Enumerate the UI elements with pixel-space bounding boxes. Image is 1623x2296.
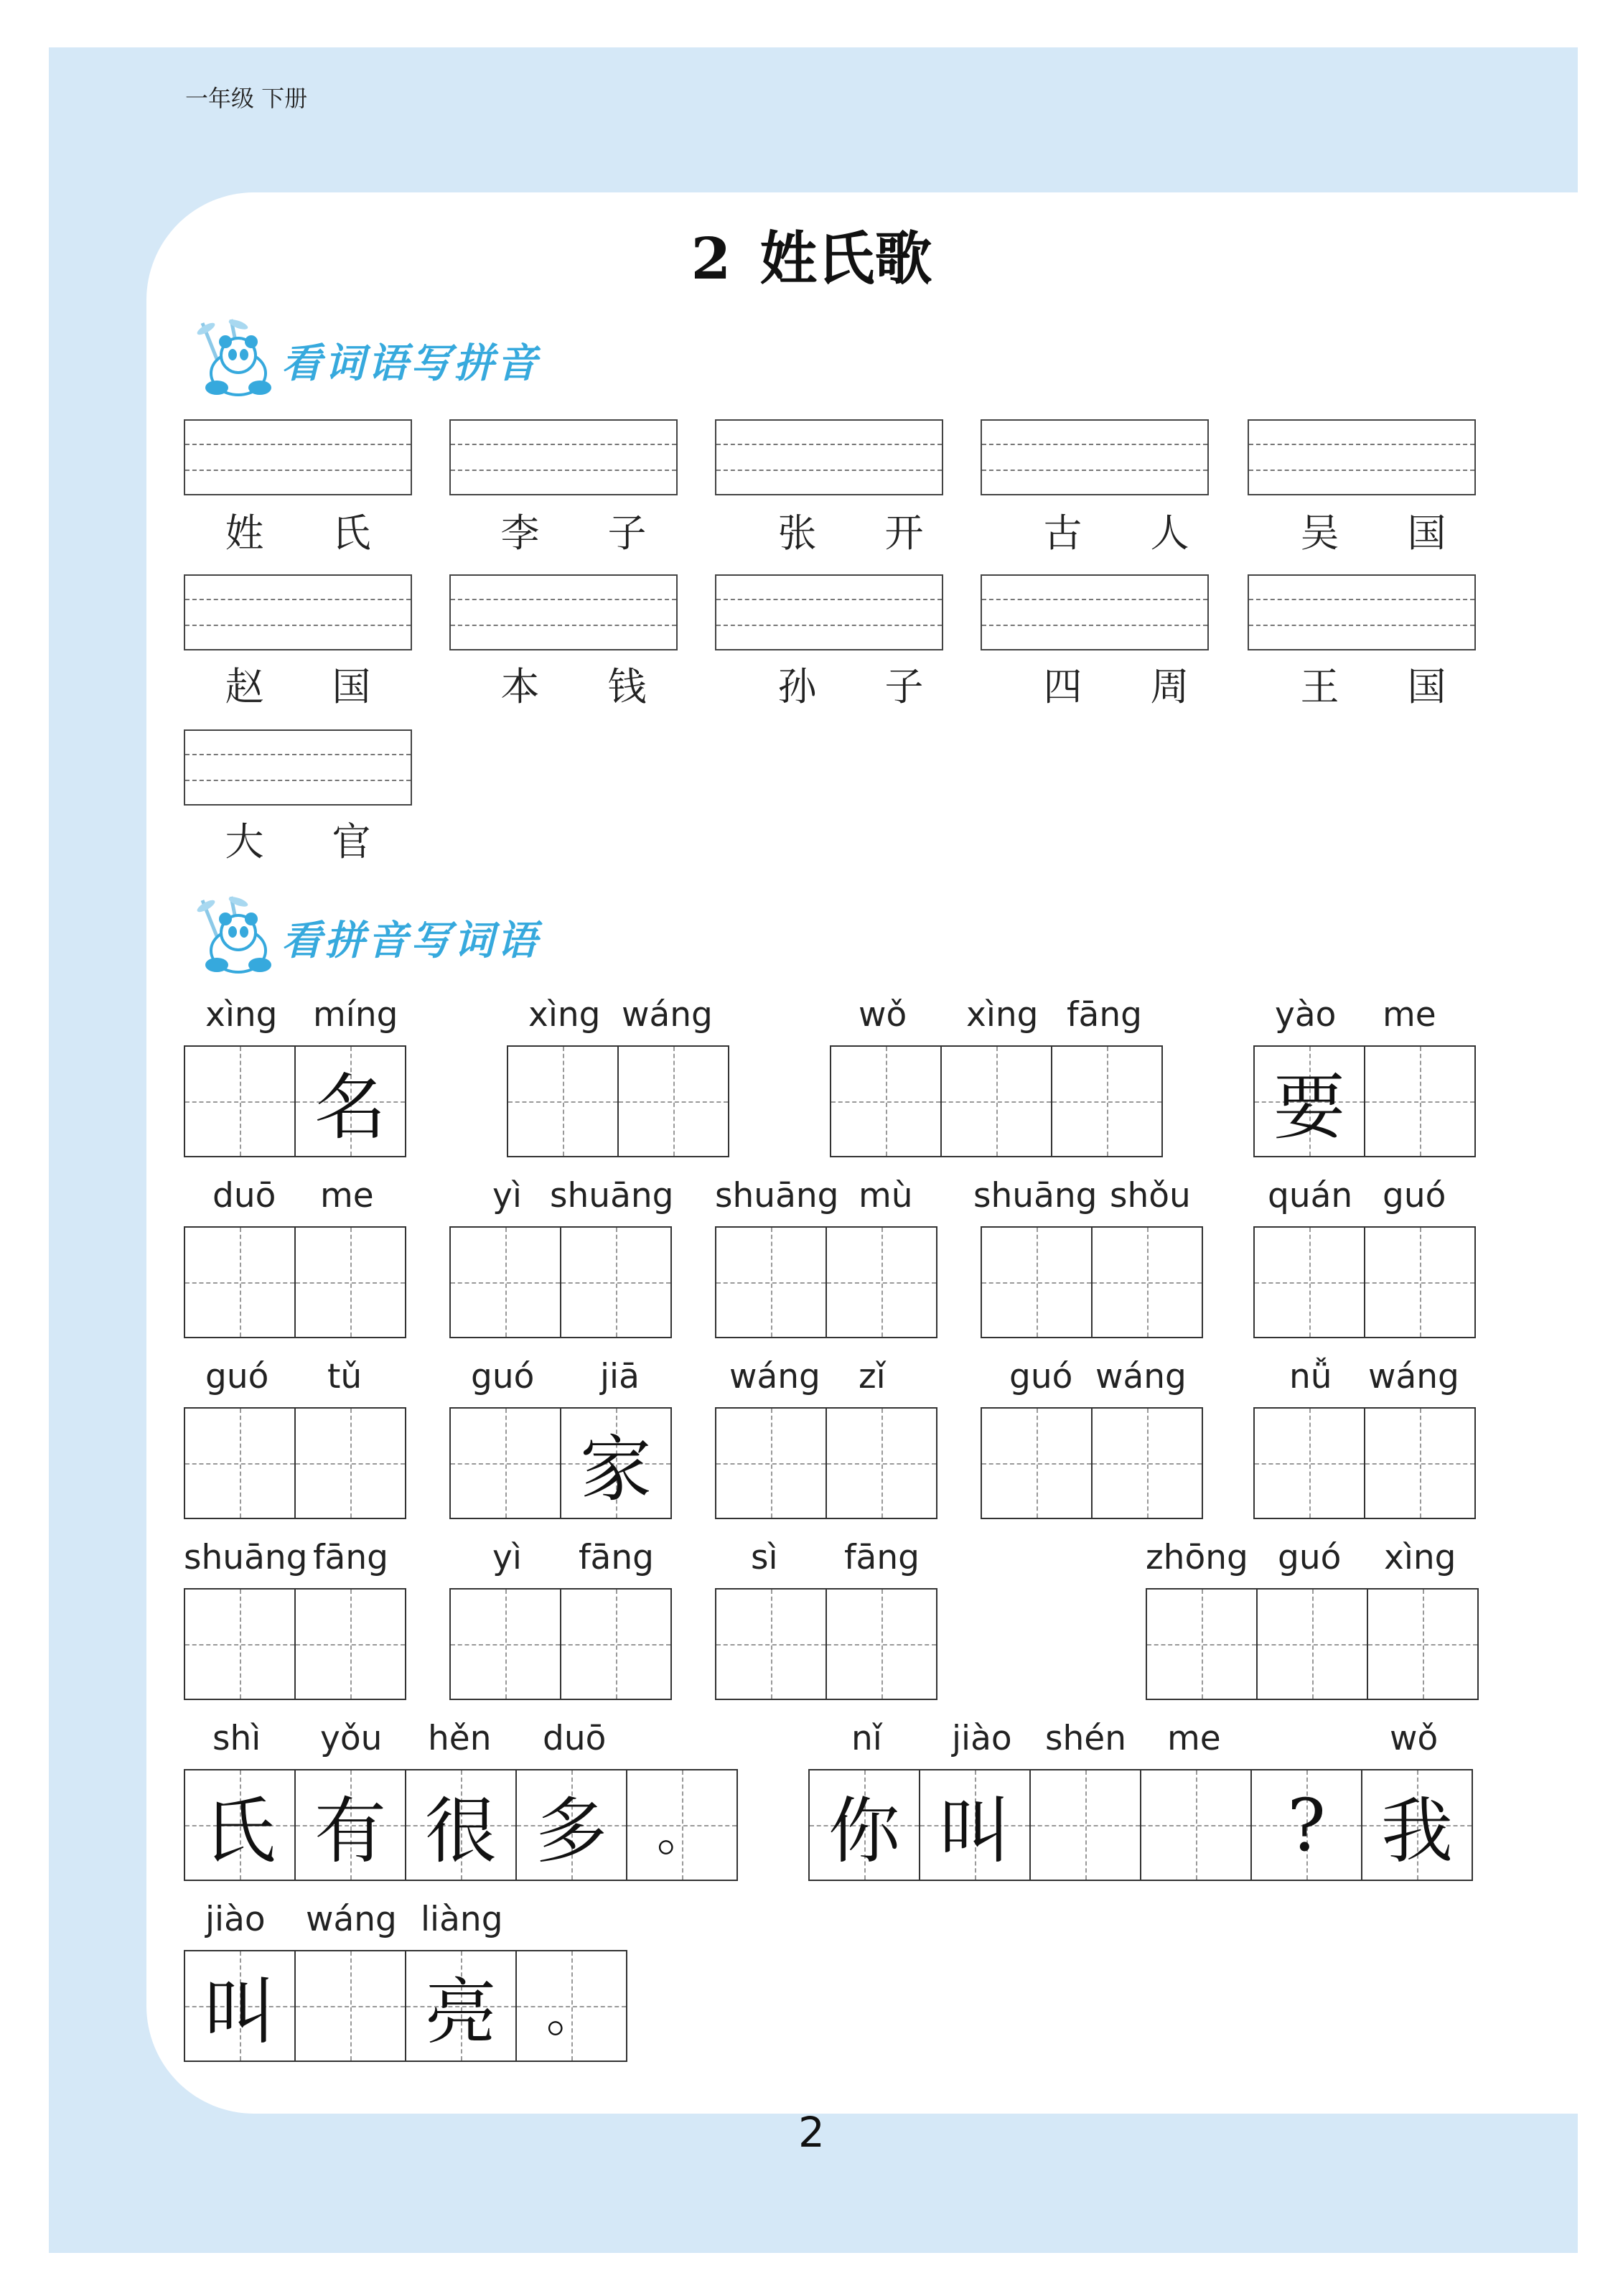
section-header-pinyin-write-words (188, 893, 691, 986)
pinyin-syllable: jiào (205, 1900, 266, 1939)
word-characters: 王 国 (1300, 664, 1446, 709)
tian-zi-cell[interactable] (940, 1045, 1052, 1157)
section-header-read-write-pinyin (188, 316, 691, 409)
word-characters: 张 开 (777, 510, 924, 556)
pinyin-syllable: yǒu (320, 1719, 383, 1758)
given-character: 叫 (939, 1789, 1011, 1873)
tian-zi-cell[interactable] (1253, 1045, 1365, 1157)
pinyin-writing-box[interactable] (449, 419, 678, 495)
character-grid (449, 1588, 672, 1700)
tian-zi-cell[interactable] (808, 1769, 920, 1881)
tian-zi-cell[interactable] (294, 1226, 406, 1338)
word-writing-group (184, 1538, 406, 1700)
tian-zi-cell[interactable] (1256, 1588, 1368, 1700)
word-writing-group (973, 1176, 1203, 1338)
given-character: 亮 (425, 1970, 497, 2054)
pinyin-syllable: guó (205, 1357, 269, 1396)
given-character: 叫 (204, 1970, 276, 2054)
pinyin-writing-box[interactable] (1248, 574, 1476, 650)
word-characters: 大 官 (225, 819, 371, 864)
tian-zi-cell[interactable] (405, 1950, 517, 2062)
tian-zi-cell[interactable] (184, 1950, 296, 2062)
pinyin-syllable: xìng (205, 995, 278, 1035)
pinyin-syllable: guó (1278, 1538, 1342, 1577)
word-writing-group (715, 1357, 937, 1519)
tian-zi-cell[interactable] (294, 1407, 406, 1519)
pinyin-syllable: xìng (966, 995, 1039, 1035)
pinyin-syllable: guó (1383, 1176, 1446, 1215)
tian-zi-cell[interactable] (1029, 1769, 1141, 1881)
pinyin-syllable: quán (1268, 1176, 1353, 1215)
tian-zi-cell[interactable] (919, 1769, 1031, 1881)
pinyin-writing-box[interactable] (715, 574, 943, 650)
pinyin-syllable: shuāng (550, 1176, 674, 1215)
word-writing-group (1253, 995, 1476, 1157)
tian-zi-cell[interactable] (184, 1226, 296, 1338)
pinyin-syllable: me (320, 1176, 374, 1215)
pinyin-syllable: guó (1009, 1357, 1073, 1396)
tian-zi-cell[interactable] (1140, 1769, 1252, 1881)
character-grid (830, 1045, 1163, 1157)
tian-zi-cell[interactable] (560, 1588, 672, 1700)
character-grid (184, 1769, 738, 1881)
tian-zi-cell[interactable] (294, 1950, 406, 2062)
tian-zi-cell[interactable] (560, 1407, 672, 1519)
tian-zi-cell[interactable] (1091, 1407, 1203, 1519)
section-title: 看词语写拼音 (281, 340, 540, 387)
word-writing-group (808, 1719, 1473, 1881)
word-writing-group (507, 995, 729, 1157)
word-characters: 古 人 (1043, 510, 1189, 556)
character-grid (184, 1588, 406, 1700)
pinyin-syllable: me (1383, 995, 1436, 1035)
grade-label: 一年级 下册 (185, 85, 308, 112)
pinyin-syllable: nǐ (851, 1719, 882, 1758)
tian-zi-cell[interactable] (449, 1588, 561, 1700)
tian-zi-cell[interactable] (1250, 1769, 1362, 1881)
word-characters: 四 周 (1043, 664, 1189, 709)
pinyin-writing-box[interactable] (184, 574, 412, 650)
pinyin-syllable: shén (1045, 1719, 1126, 1758)
character-grid (715, 1226, 937, 1338)
tian-zi-cell[interactable] (184, 1407, 296, 1519)
pinyin-writing-box[interactable] (184, 419, 412, 495)
pinyin-syllable: xìng (528, 995, 601, 1035)
character-grid (184, 1950, 627, 2062)
given-character: 家 (580, 1427, 652, 1511)
tian-zi-cell[interactable] (449, 1226, 561, 1338)
pinyin-syllable: fāng (1067, 995, 1142, 1035)
word-characters: 姓 氏 (225, 510, 371, 556)
tian-zi-cell[interactable] (1364, 1226, 1476, 1338)
character-grid (1146, 1588, 1479, 1700)
word-writing-group (449, 1357, 672, 1519)
pinyin-syllable: hěn (428, 1719, 492, 1758)
pinyin-syllable: yì (492, 1538, 522, 1577)
word-writing-group (1253, 1357, 1476, 1519)
given-character: 我 (1381, 1789, 1453, 1873)
word-characters: 赵 国 (225, 664, 371, 709)
given-character: 很 (425, 1789, 497, 1873)
character-grid (981, 1407, 1203, 1519)
word-characters: 吴 国 (1300, 510, 1446, 556)
word-writing-group (830, 995, 1163, 1157)
pinyin-syllable: wáng (1368, 1357, 1459, 1396)
tian-zi-cell[interactable] (981, 1226, 1093, 1338)
pinyin-syllable: duō (543, 1719, 607, 1758)
lesson-title: 姓氏歌 (759, 225, 932, 292)
tian-zi-cell[interactable] (1364, 1045, 1476, 1157)
word-writing-group (449, 1538, 672, 1700)
tian-zi-cell[interactable] (294, 1588, 406, 1700)
character-grid (981, 1226, 1203, 1338)
tian-zi-cell[interactable] (825, 1407, 937, 1519)
pinyin-syllable: shuāng (973, 1176, 1098, 1215)
tian-zi-cell[interactable] (1146, 1588, 1258, 1700)
character-grid (715, 1588, 937, 1700)
tian-zi-cell[interactable] (617, 1045, 729, 1157)
tian-zi-cell[interactable] (184, 1769, 296, 1881)
tian-zi-cell[interactable] (1253, 1407, 1365, 1519)
tian-zi-cell[interactable] (715, 1407, 827, 1519)
character-grid (184, 1407, 406, 1519)
tian-zi-cell[interactable] (294, 1045, 406, 1157)
pinyin-syllable: shì (212, 1719, 261, 1758)
tian-zi-cell[interactable] (626, 1769, 738, 1881)
pinyin-syllable: tǔ (327, 1357, 363, 1396)
page-number: 2 (798, 2108, 825, 2157)
pinyin-writing-box[interactable] (184, 729, 412, 806)
pinyin-syllable: míng (313, 995, 398, 1035)
given-character: 氏 (204, 1789, 276, 1873)
pinyin-syllable: fāng (844, 1538, 920, 1577)
lesson-number: 2 (691, 225, 731, 292)
word-writing-group (1253, 1176, 1476, 1338)
pinyin-syllable: yào (1275, 995, 1337, 1035)
tian-zi-cell[interactable] (825, 1226, 937, 1338)
word-characters: 孙 子 (777, 664, 924, 709)
pinyin-syllable: shuāng (715, 1176, 839, 1215)
tian-zi-cell[interactable] (1367, 1588, 1479, 1700)
pinyin-writing-box[interactable] (715, 419, 943, 495)
pinyin-syllable: nǚ (1289, 1357, 1332, 1396)
pinyin-syllable: wáng (622, 995, 713, 1035)
pinyin-syllable: wáng (306, 1900, 397, 1939)
pinyin-writing-box[interactable] (981, 574, 1209, 650)
tian-zi-cell[interactable] (981, 1407, 1093, 1519)
pinyin-syllable: yì (492, 1176, 522, 1215)
pinyin-syllable: liàng (421, 1900, 503, 1939)
pinyin-syllable: fāng (313, 1538, 388, 1577)
tian-zi-cell[interactable] (1253, 1226, 1365, 1338)
character-grid (184, 1226, 406, 1338)
pinyin-syllable: jiā (600, 1357, 640, 1396)
tian-zi-cell[interactable] (830, 1045, 942, 1157)
pinyin-syllable: fāng (579, 1538, 654, 1577)
pinyin-syllable: zhōng (1146, 1538, 1248, 1577)
pinyin-syllable: shuāng (184, 1538, 308, 1577)
tian-zi-cell[interactable] (715, 1226, 827, 1338)
word-writing-group (184, 1900, 627, 2062)
word-writing-group (981, 1357, 1203, 1519)
word-writing-group (715, 1176, 937, 1338)
character-grid (808, 1769, 1473, 1881)
word-characters: 本 钱 (500, 664, 647, 709)
word-writing-group (184, 1176, 406, 1338)
character-grid (449, 1407, 672, 1519)
pinyin-writing-box[interactable] (981, 419, 1209, 495)
pinyin-syllable: shǒu (1110, 1176, 1191, 1215)
pinyin-syllable: wáng (1095, 1357, 1187, 1396)
pinyin-syllable: wǒ (1390, 1719, 1439, 1758)
pinyin-writing-box[interactable] (449, 574, 678, 650)
pinyin-syllable: xìng (1384, 1538, 1456, 1577)
word-writing-group (1146, 1538, 1479, 1700)
pinyin-syllable: wǒ (859, 995, 907, 1035)
tian-zi-cell[interactable] (449, 1407, 561, 1519)
tian-zi-cell[interactable] (515, 1769, 627, 1881)
character-grid (184, 1045, 406, 1157)
panda-bamboo-icon (188, 893, 281, 979)
tian-zi-cell[interactable] (405, 1769, 517, 1881)
pinyin-syllable: sì (751, 1538, 778, 1577)
given-character: 名 (314, 1065, 386, 1149)
tian-zi-cell[interactable] (1364, 1407, 1476, 1519)
tian-zi-cell[interactable] (294, 1769, 406, 1881)
tian-zi-cell[interactable] (560, 1226, 672, 1338)
word-characters: 李 子 (500, 510, 647, 556)
pinyin-syllable: jiào (952, 1719, 1012, 1758)
given-character: 有 (314, 1789, 386, 1873)
word-writing-group (184, 995, 406, 1157)
tian-zi-cell[interactable] (1361, 1769, 1473, 1881)
given-character: 多 (535, 1789, 607, 1873)
pinyin-syllable: zǐ (859, 1357, 886, 1396)
given-character: ? (1287, 1783, 1326, 1867)
page-title (0, 213, 1623, 295)
character-grid (1253, 1045, 1476, 1157)
given-character: 。 (546, 1984, 597, 2043)
pinyin-syllable: mù (859, 1176, 913, 1215)
word-writing-group (184, 1357, 406, 1519)
tian-zi-cell[interactable] (507, 1045, 619, 1157)
character-grid (507, 1045, 729, 1157)
pinyin-syllable: duō (212, 1176, 276, 1215)
given-character: 要 (1273, 1065, 1345, 1149)
tian-zi-cell[interactable] (1091, 1226, 1203, 1338)
character-grid (715, 1407, 937, 1519)
character-grid (1253, 1407, 1476, 1519)
given-character: 你 (828, 1789, 900, 1873)
tian-zi-cell[interactable] (515, 1950, 627, 2062)
pinyin-syllable: wáng (729, 1357, 820, 1396)
character-grid (449, 1226, 672, 1338)
pinyin-syllable: guó (471, 1357, 535, 1396)
word-writing-group (715, 1538, 937, 1700)
tian-zi-cell[interactable] (825, 1588, 937, 1700)
character-grid (1253, 1226, 1476, 1338)
tian-zi-cell[interactable] (184, 1045, 296, 1157)
word-writing-group (184, 1719, 738, 1881)
given-character: 。 (657, 1803, 707, 1862)
word-writing-group (449, 1176, 674, 1338)
pinyin-syllable: me (1167, 1719, 1221, 1758)
tian-zi-cell[interactable] (715, 1588, 827, 1700)
tian-zi-cell[interactable] (1051, 1045, 1163, 1157)
panda-bamboo-icon (188, 316, 281, 402)
section-title: 看拼音写词语 (281, 918, 540, 964)
pinyin-writing-box[interactable] (1248, 419, 1476, 495)
tian-zi-cell[interactable] (184, 1588, 296, 1700)
